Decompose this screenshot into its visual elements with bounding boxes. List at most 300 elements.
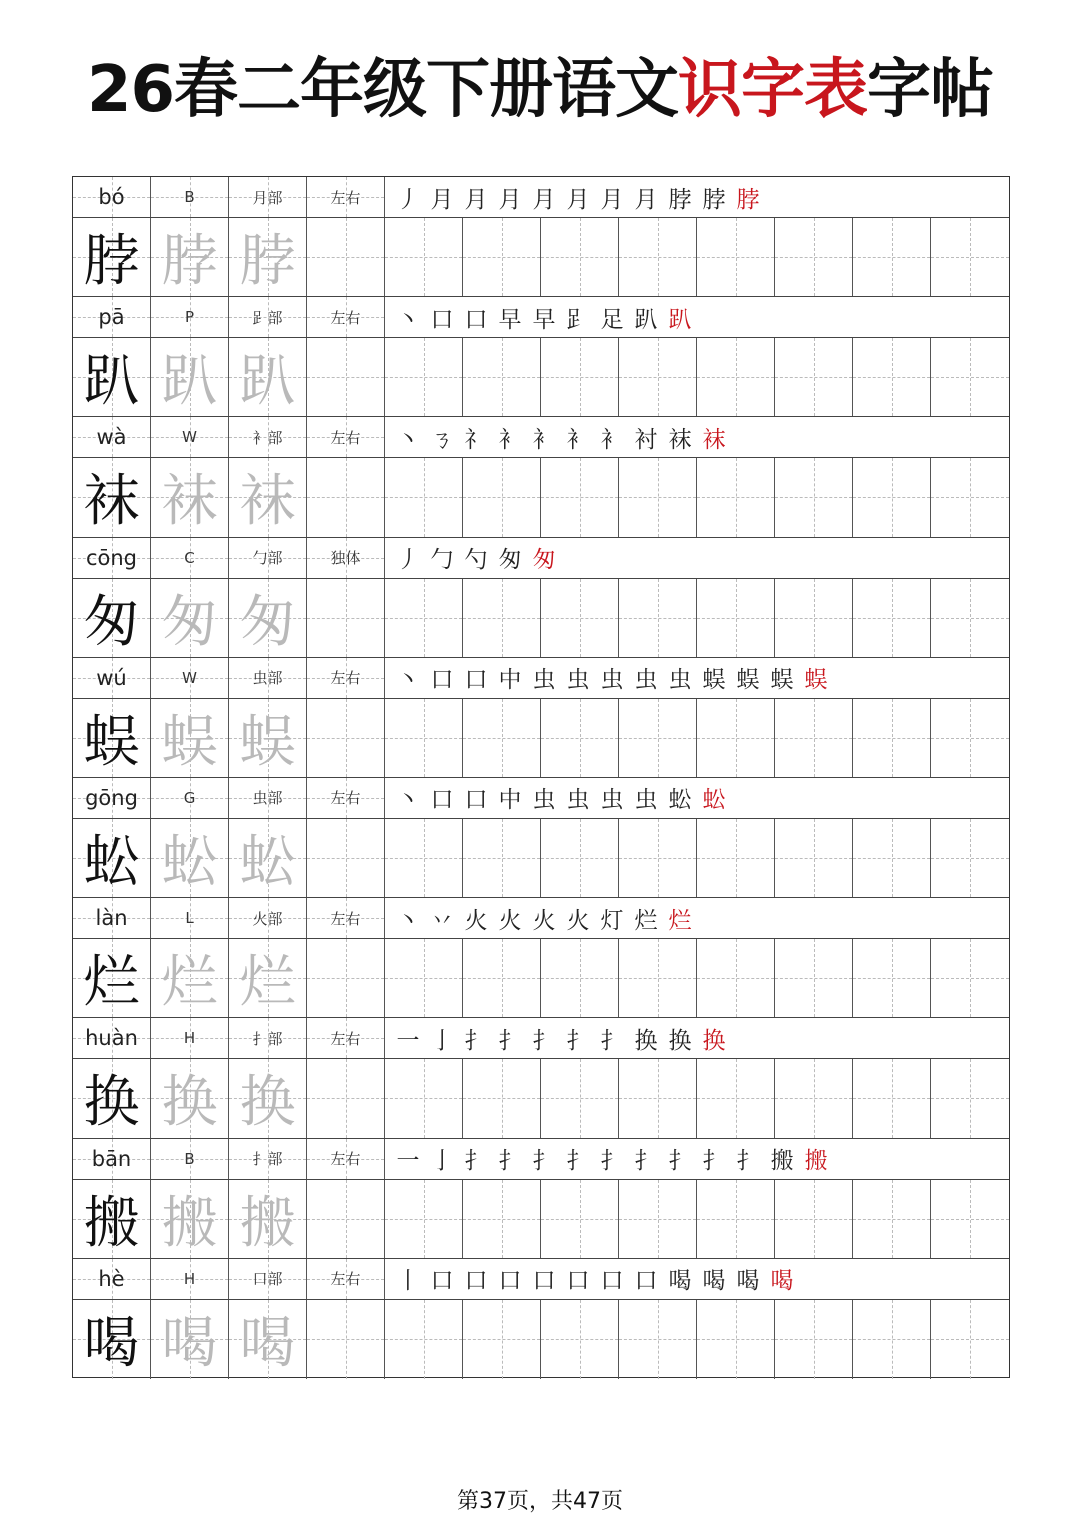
writing-row	[73, 1180, 1009, 1259]
structure-cell-text: 左右	[330, 909, 361, 928]
initial-letter-cell	[151, 297, 229, 337]
initial-letter-cell-text: G	[183, 788, 196, 807]
info-row	[73, 538, 1009, 579]
practice-cell	[619, 939, 697, 1017]
practice-cell	[541, 338, 619, 416]
char-block	[73, 658, 1009, 778]
stroke-step: 𧾷	[566, 306, 590, 333]
practice-cell	[619, 579, 697, 657]
practice-cell	[463, 458, 541, 536]
stroke-step: 口	[430, 787, 454, 814]
trace-char: 换	[161, 1070, 218, 1136]
stroke-step: 脖	[702, 186, 726, 213]
structure-cell	[307, 1018, 385, 1058]
practice-cell	[541, 1300, 619, 1379]
radical-cell-text: 虫部	[252, 669, 283, 688]
stroke-step: 袜	[668, 426, 692, 453]
stroke-step: 丶	[396, 426, 420, 453]
stroke-step: 口	[430, 667, 454, 694]
title-part1: 26春二年级下册语文	[86, 53, 679, 127]
practice-cell	[775, 1059, 853, 1137]
practice-cell	[931, 819, 1009, 897]
stroke-step: 丿	[396, 547, 420, 574]
radical-cell-text: 扌部	[252, 1150, 283, 1168]
trace-char-cell	[151, 338, 229, 416]
practice-cell	[931, 1059, 1009, 1137]
stroke-order	[385, 658, 1009, 698]
practice-cell	[463, 579, 541, 657]
stroke-step: 衤	[600, 426, 624, 453]
radical-cell-text: 𧾷部	[252, 308, 283, 327]
stroke-order	[385, 1139, 1009, 1179]
practice-cell	[307, 1059, 385, 1137]
model-char-cell	[73, 1300, 151, 1379]
initial-letter-cell-text: B	[184, 188, 195, 206]
info-row	[73, 417, 1009, 458]
model-char: 喝	[83, 1311, 140, 1377]
pinyin-cell-text: wà	[96, 425, 127, 450]
initial-letter-cell	[151, 538, 229, 578]
structure-cell	[307, 417, 385, 457]
trace-char: 脖	[161, 229, 218, 295]
model-char: 烂	[83, 950, 140, 1016]
stroke-step: 匆	[532, 547, 556, 574]
stroke-step: 口	[430, 306, 454, 333]
pinyin-cell-text: huàn	[85, 1026, 138, 1051]
initial-letter-cell	[151, 1259, 229, 1299]
stroke-step: 月	[464, 186, 488, 213]
stroke-step: 脖	[736, 186, 760, 213]
trace-char-cell	[229, 458, 307, 536]
stroke-step: 扌	[702, 1148, 726, 1174]
stroke-step: 扌	[498, 1148, 522, 1174]
structure-cell	[307, 658, 385, 698]
practice-cell	[619, 458, 697, 536]
structure-cell-text: 左右	[330, 669, 361, 688]
trace-char-cell	[151, 579, 229, 657]
radical-cell-text: 虫部	[252, 789, 283, 808]
info-row	[73, 658, 1009, 699]
practice-cell	[619, 218, 697, 296]
practice-cell	[853, 579, 931, 657]
stroke-step: 灯	[600, 907, 624, 934]
practice-cell	[385, 1059, 463, 1137]
stroke-step: 一	[396, 1148, 420, 1174]
radical-cell	[229, 417, 307, 457]
stroke-order	[385, 297, 1009, 337]
stroke-step: 丨	[396, 1268, 420, 1295]
practice-cell	[463, 338, 541, 416]
info-row	[73, 1259, 1009, 1300]
structure-cell	[307, 1139, 385, 1179]
practice-cell	[385, 939, 463, 1017]
stroke-step: 扌	[668, 1148, 692, 1174]
initial-letter-cell	[151, 1139, 229, 1179]
practice-cell	[619, 1300, 697, 1379]
pinyin-cell-text: pā	[98, 305, 125, 330]
practice-cell	[541, 458, 619, 536]
stroke-step: 衤	[566, 426, 590, 453]
trace-char-cell	[229, 218, 307, 296]
stroke-step: 足	[600, 306, 624, 333]
trace-char-cell	[151, 699, 229, 777]
initial-letter-cell-text: B	[184, 1149, 195, 1168]
practice-cell	[931, 579, 1009, 657]
trace-char-cell	[151, 819, 229, 897]
stroke-step: 扌	[498, 1027, 522, 1054]
radical-cell-text: 月部	[252, 188, 283, 207]
practice-cell	[775, 579, 853, 657]
stroke-step: 丿	[396, 186, 420, 213]
stroke-order	[385, 417, 1009, 457]
practice-cell	[385, 819, 463, 897]
stroke-step: 扌	[600, 1027, 624, 1054]
stroke-step: 衤	[498, 426, 522, 453]
stroke-step: 口	[464, 306, 488, 333]
practice-cell	[931, 699, 1009, 777]
stroke-step: 口	[464, 787, 488, 814]
info-row	[73, 898, 1009, 939]
practice-cell	[307, 819, 385, 897]
trace-char: 脖	[239, 229, 296, 295]
practice-cell	[775, 699, 853, 777]
stroke-step: 虫	[668, 667, 692, 694]
stroke-step: 扌	[464, 1148, 488, 1174]
practice-cell	[697, 699, 775, 777]
practice-cell	[541, 1180, 619, 1258]
practice-cell	[853, 1300, 931, 1379]
writing-row	[73, 458, 1009, 537]
char-block	[73, 778, 1009, 898]
radical-cell	[229, 1018, 307, 1058]
char-block	[73, 538, 1009, 658]
practice-cell	[931, 939, 1009, 1017]
trace-char: 换	[239, 1070, 296, 1136]
initial-letter-cell-text: H	[183, 1029, 196, 1048]
practice-cell	[697, 939, 775, 1017]
pinyin-cell	[73, 1259, 151, 1299]
practice-cell	[775, 1180, 853, 1258]
stroke-step: 虫	[634, 787, 658, 814]
model-char: 蜈	[83, 709, 140, 775]
initial-letter-cell-text: W	[182, 668, 197, 687]
stroke-step: 扌	[634, 1148, 658, 1174]
practice-cell	[853, 218, 931, 296]
trace-char: 蚣	[161, 830, 218, 896]
practice-cell	[775, 338, 853, 416]
model-char-cell	[73, 1059, 151, 1137]
model-char-cell	[73, 1180, 151, 1258]
radical-cell	[229, 1259, 307, 1299]
stroke-step: 趴	[668, 306, 692, 333]
pinyin-cell	[73, 658, 151, 698]
stroke-step: 月	[566, 186, 590, 213]
practice-cell	[463, 1180, 541, 1258]
stroke-step: 月	[634, 186, 658, 213]
radical-cell-text: 勹部	[252, 549, 283, 568]
info-row	[73, 778, 1009, 819]
char-block	[73, 1259, 1009, 1379]
stroke-step: 勹	[430, 547, 454, 574]
pinyin-cell-text: wú	[96, 665, 127, 690]
practice-cell	[541, 699, 619, 777]
stroke-step: 虫	[532, 667, 556, 694]
trace-char-cell	[229, 1300, 307, 1379]
pinyin-cell-text: làn	[95, 906, 128, 931]
practice-sheet	[72, 176, 1010, 1378]
trace-char: 搬	[239, 1190, 296, 1256]
stroke-step: 扌	[532, 1027, 556, 1054]
char-block	[73, 898, 1009, 1018]
trace-char: 袜	[239, 469, 296, 535]
model-char: 蚣	[83, 830, 140, 896]
practice-cell	[541, 939, 619, 1017]
practice-cell	[541, 218, 619, 296]
trace-char-cell	[229, 819, 307, 897]
stroke-step: 口	[464, 1268, 488, 1295]
practice-cell	[697, 1059, 775, 1137]
structure-cell-text: 左右	[330, 308, 361, 327]
stroke-order	[385, 1018, 1009, 1058]
stroke-step: 中	[498, 667, 522, 694]
model-char-cell	[73, 579, 151, 657]
model-char-cell	[73, 939, 151, 1017]
model-char: 搬	[83, 1190, 140, 1256]
stroke-step: 换	[668, 1027, 692, 1054]
radical-cell	[229, 1139, 307, 1179]
stroke-step: 丶	[396, 787, 420, 814]
practice-cell	[697, 819, 775, 897]
trace-char: 喝	[161, 1311, 218, 1377]
practice-cell	[307, 458, 385, 536]
stroke-step: 虫	[566, 787, 590, 814]
practice-cell	[697, 1180, 775, 1258]
stroke-step: 虫	[600, 787, 624, 814]
practice-cell	[853, 338, 931, 416]
info-row	[73, 297, 1009, 338]
stroke-step: 喝	[736, 1268, 760, 1295]
stroke-step: 烂	[668, 907, 692, 934]
writing-row	[73, 699, 1009, 778]
practice-cell	[619, 338, 697, 416]
stroke-step: 虫	[566, 667, 590, 694]
stroke-step: 早	[498, 306, 522, 333]
stroke-step: 匆	[498, 547, 522, 574]
model-char: 脖	[83, 229, 140, 295]
stroke-step: 口	[600, 1268, 624, 1295]
stroke-step: ㄋ	[430, 426, 454, 453]
pinyin-cell	[73, 177, 151, 217]
practice-cell	[853, 699, 931, 777]
stroke-step: 蜈	[770, 667, 794, 694]
stroke-step: 蜈	[736, 667, 760, 694]
trace-char: 喝	[239, 1311, 296, 1377]
stroke-step: 搬	[770, 1148, 794, 1174]
trace-char: 匆	[239, 589, 296, 655]
initial-letter-cell-text: P	[184, 308, 195, 327]
practice-cell	[385, 458, 463, 536]
structure-cell-text: 独体	[330, 549, 361, 568]
stroke-step: 月	[532, 186, 556, 213]
trace-char: 趴	[239, 349, 296, 415]
practice-cell	[541, 1059, 619, 1137]
initial-letter-cell-text: W	[182, 428, 197, 447]
practice-cell	[853, 819, 931, 897]
model-char: 换	[83, 1070, 140, 1136]
practice-cell	[307, 338, 385, 416]
practice-cell	[463, 699, 541, 777]
writing-row	[73, 1300, 1009, 1379]
practice-cell	[853, 1180, 931, 1258]
practice-cell	[385, 218, 463, 296]
stroke-order	[385, 778, 1009, 818]
practice-cell	[541, 579, 619, 657]
page-number: 第37页，共47页	[457, 1489, 623, 1514]
trace-char-cell	[151, 218, 229, 296]
practice-cell	[853, 939, 931, 1017]
initial-letter-cell-text: C	[184, 548, 195, 567]
structure-cell-text: 左右	[330, 1150, 361, 1168]
pinyin-cell	[73, 898, 151, 938]
stroke-step: 丶	[396, 667, 420, 694]
structure-cell-text: 左右	[330, 1029, 361, 1048]
radical-cell-text: 火部	[252, 909, 283, 928]
pinyin-cell	[73, 538, 151, 578]
practice-cell	[775, 458, 853, 536]
practice-cell	[775, 218, 853, 296]
stroke-order	[385, 177, 1009, 217]
pinyin-cell-text: hè	[98, 1266, 125, 1291]
stroke-step: 扌	[532, 1148, 556, 1174]
stroke-step: 中	[498, 787, 522, 814]
stroke-step: 搬	[804, 1148, 828, 1174]
radical-cell	[229, 778, 307, 818]
structure-cell-text: 左右	[330, 1270, 361, 1289]
practice-cell	[385, 579, 463, 657]
stroke-step: 喝	[702, 1268, 726, 1295]
trace-char-cell	[229, 1059, 307, 1137]
stroke-step: 口	[498, 1268, 522, 1295]
practice-cell	[619, 699, 697, 777]
structure-cell	[307, 538, 385, 578]
stroke-step: 口	[532, 1268, 556, 1295]
stroke-step: 月	[430, 186, 454, 213]
model-char-cell	[73, 699, 151, 777]
trace-char: 烂	[161, 950, 218, 1016]
radical-cell-text: 衤部	[252, 428, 283, 447]
model-char-cell	[73, 218, 151, 296]
writing-row	[73, 338, 1009, 417]
trace-char: 蜈	[239, 709, 296, 775]
stroke-step: 扌	[600, 1148, 624, 1174]
practice-cell	[853, 1059, 931, 1137]
practice-cell	[697, 1300, 775, 1379]
info-row	[73, 177, 1009, 218]
stroke-step: 口	[634, 1268, 658, 1295]
pinyin-cell-text: cōng	[85, 545, 138, 570]
trace-char-cell	[151, 939, 229, 1017]
structure-cell-text: 左右	[330, 789, 361, 808]
stroke-step: 换	[702, 1027, 726, 1054]
practice-cell	[385, 1300, 463, 1379]
practice-cell	[619, 819, 697, 897]
practice-cell	[697, 218, 775, 296]
radical-cell	[229, 538, 307, 578]
stroke-step: 趴	[634, 306, 658, 333]
trace-char-cell	[229, 699, 307, 777]
structure-cell	[307, 1259, 385, 1299]
stroke-step: 蚣	[668, 787, 692, 814]
stroke-step: 亅	[430, 1148, 454, 1174]
stroke-step: 早	[532, 306, 556, 333]
stroke-step: 袜	[702, 426, 726, 453]
model-char: 袜	[83, 469, 140, 535]
stroke-step: 勺	[464, 547, 488, 574]
practice-cell	[775, 1300, 853, 1379]
stroke-step: 虫	[532, 787, 556, 814]
practice-cell	[307, 699, 385, 777]
practice-cell	[463, 939, 541, 1017]
pinyin-cell	[73, 1139, 151, 1179]
stroke-step: 喝	[770, 1268, 794, 1295]
stroke-step: 蜈	[702, 667, 726, 694]
stroke-step: 衤	[532, 426, 556, 453]
radical-cell	[229, 658, 307, 698]
practice-cell	[307, 1300, 385, 1379]
practice-cell	[697, 579, 775, 657]
stroke-step: 月	[498, 186, 522, 213]
stroke-step: 口	[464, 667, 488, 694]
stroke-step: 扌	[736, 1148, 760, 1174]
practice-cell	[463, 218, 541, 296]
structure-cell-text: 左右	[330, 188, 361, 207]
stroke-step: 丷	[430, 907, 454, 934]
structure-cell	[307, 177, 385, 217]
stroke-step: 虫	[600, 667, 624, 694]
practice-cell	[463, 819, 541, 897]
practice-cell	[307, 218, 385, 296]
stroke-step: 礻	[464, 426, 488, 453]
practice-cell	[463, 1059, 541, 1137]
initial-letter-cell	[151, 1018, 229, 1058]
practice-cell	[697, 458, 775, 536]
practice-cell	[931, 458, 1009, 536]
info-row	[73, 1139, 1009, 1180]
radical-cell	[229, 297, 307, 337]
practice-cell	[619, 1059, 697, 1137]
radical-cell	[229, 898, 307, 938]
initial-letter-cell	[151, 898, 229, 938]
practice-cell	[931, 1180, 1009, 1258]
model-char: 趴	[83, 349, 140, 415]
stroke-step: 衬	[634, 426, 658, 453]
practice-cell	[307, 939, 385, 1017]
stroke-step: 丶	[396, 907, 420, 934]
char-block	[73, 1018, 1009, 1138]
trace-char-cell	[151, 1300, 229, 1379]
char-block	[73, 177, 1009, 297]
stroke-order	[385, 898, 1009, 938]
pinyin-cell-text: gōng	[85, 785, 138, 810]
practice-cell	[307, 579, 385, 657]
trace-char: 袜	[161, 469, 218, 535]
practice-cell	[541, 819, 619, 897]
radical-cell	[229, 177, 307, 217]
stroke-step: 喝	[668, 1268, 692, 1295]
writing-row	[73, 218, 1009, 297]
pinyin-cell	[73, 1018, 151, 1058]
info-row	[73, 1018, 1009, 1059]
